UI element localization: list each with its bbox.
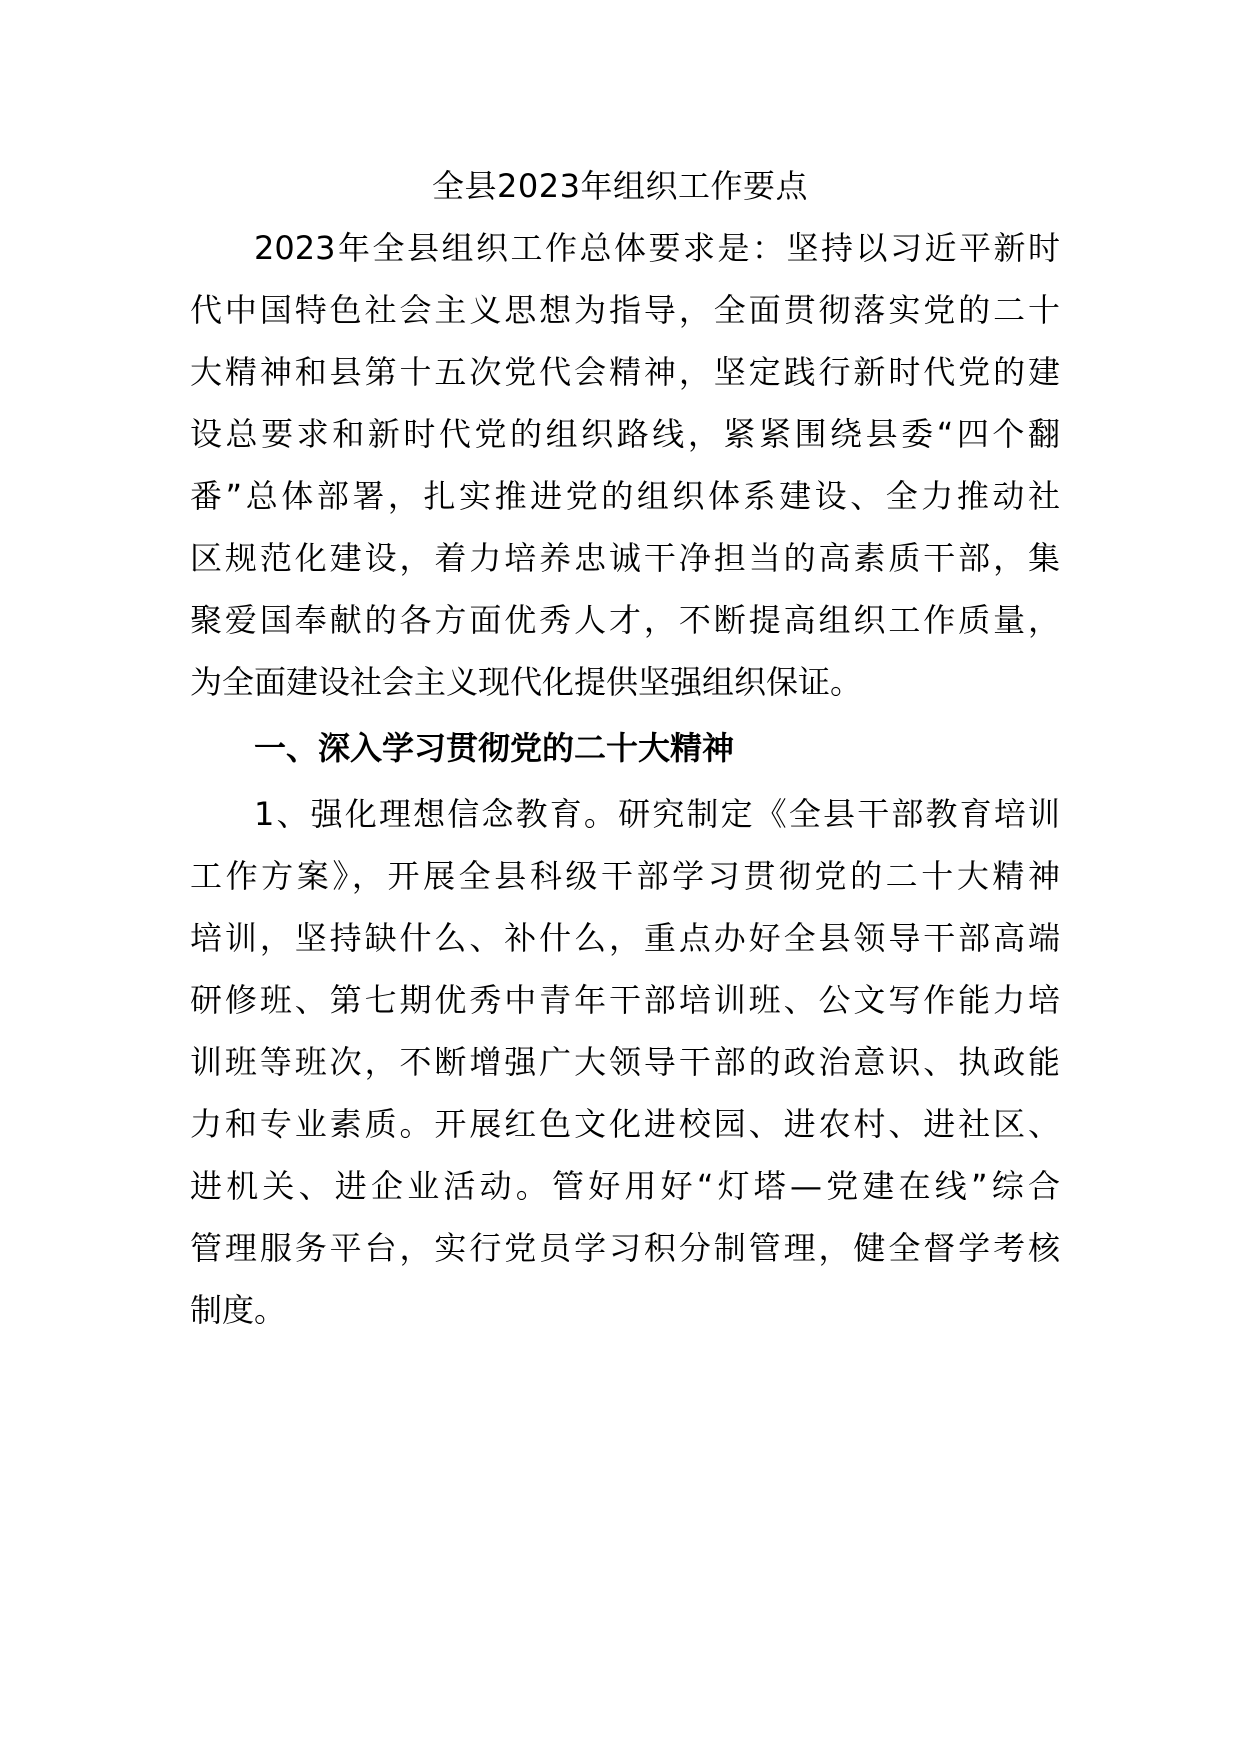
item-line: 管理服务平台，实行党员学习积分制管理，健全督学考核 [190, 1229, 1060, 1267]
item-line: 1、强化理想信念教育。研究制定《全县干部教育培训 [254, 795, 1060, 833]
item-line: 培训，坚持缺什么、补什么，重点办好全县领导干部高端 [190, 919, 1060, 957]
intro-line: 区规范化建设，着力培养忠诚干净担当的高素质干部，集 [190, 539, 1060, 577]
intro-line: 番”总体部署，扎实推进党的组织体系建设、全力推动社 [190, 477, 1060, 515]
item-line: 力和专业素质。开展红色文化进校园、进农村、进社区、 [190, 1105, 1060, 1143]
item-line: 研修班、第七期优秀中青年干部培训班、公文写作能力培 [190, 981, 1060, 1019]
intro-line: 设总要求和新时代党的组织路线，紧紧围绕县委“四个翻 [190, 415, 1060, 453]
item-line: 训班等班次，不断增强广大领导干部的政治意识、执政能 [190, 1043, 1060, 1081]
item-line: 工作方案》，开展全县科级干部学习贯彻党的二十大精神 [190, 857, 1060, 895]
item-line: 进机关、进企业活动。管好用好“灯塔—党建在线”综合 [190, 1167, 1060, 1205]
intro-line: 代中国特色社会主义思想为指导，全面贯彻落实党的二十 [190, 291, 1060, 329]
intro-line: 大精神和县第十五次党代会精神，坚定践行新时代党的建 [190, 353, 1060, 391]
section-heading: 一、深入学习贯彻党的二十大精神 [254, 729, 735, 767]
intro-line: 聚爱国奉献的各方面优秀人才，不断提高组织工作质量， [190, 601, 1060, 639]
intro-line: 为全面建设社会主义现代化提供坚强组织保证。 [190, 663, 863, 701]
document-title: 全县2023年组织工作要点 [432, 167, 808, 205]
intro-line: 2023年全县组织工作总体要求是：坚持以习近平新时 [254, 229, 1060, 267]
item-line: 制度。 [190, 1291, 287, 1329]
